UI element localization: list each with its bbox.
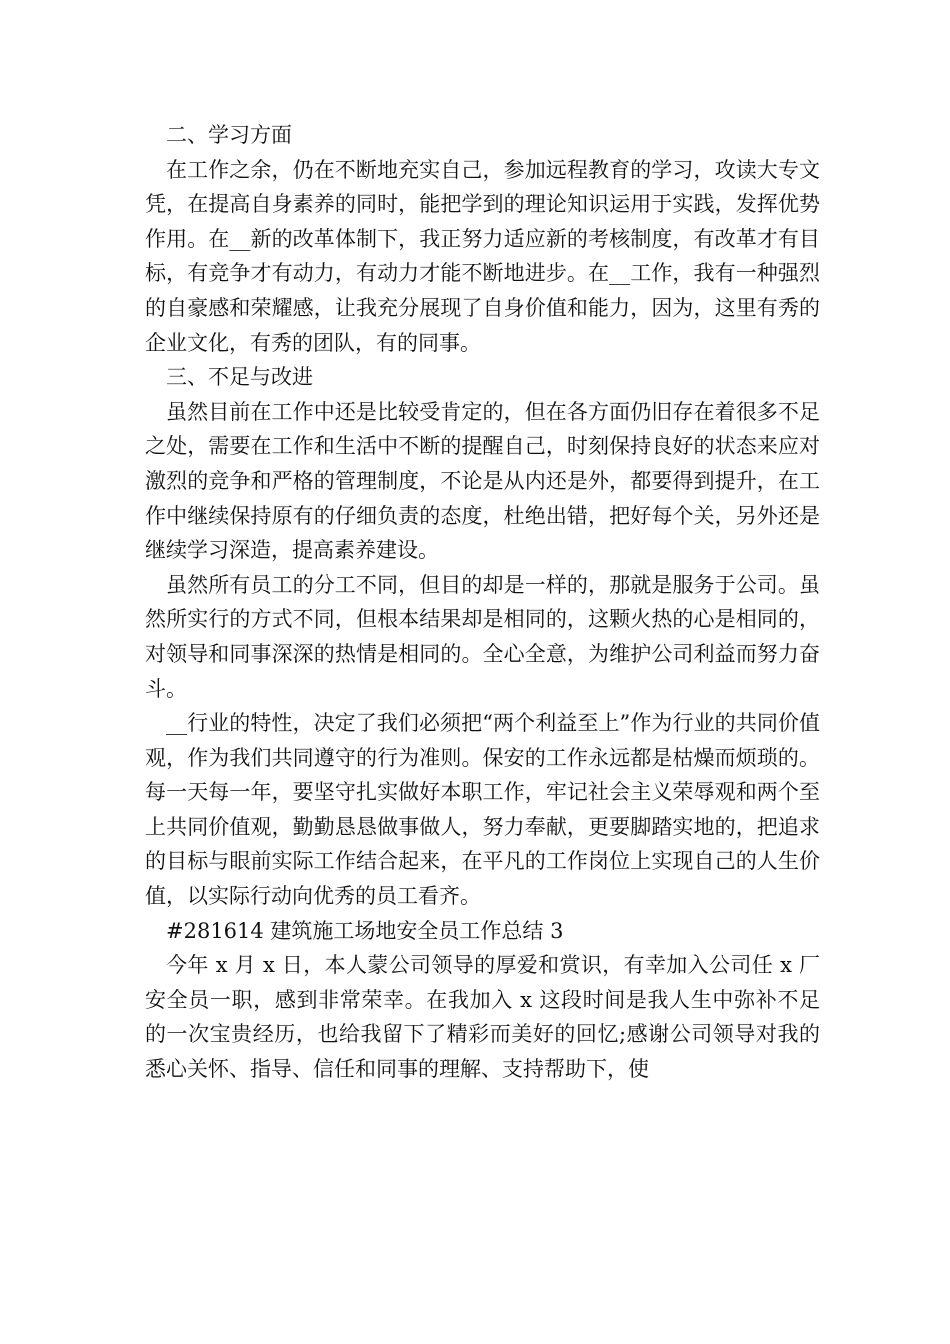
paragraph-team: 虽然所有员工的分工不同，但目的却是一样的，那就是服务于公司。虽然所实行的方式不同，但根本结果却是相同的，这颗火热的心是相同的，对领导和同事深深的热情是相同的。全心全意，为维护公司利益而努力奋斗。 [145,572,820,701]
paragraph-study: 在工作之余，仍在不断地充实自己，参加远程教育的学习，攻读大专文凭，在提高自身素养的同时，能把学到的理论知识运用于实践，发挥优势作用。在__新的改革体制下，我正努力适应新的考核制度，有改革才有目标，有竞争才有动力，有动力才能不断地进步。在__工作，我有一种强烈的自豪感和荣耀感，让我充分展现了自身价值和能力，因为，这里有秀的企业文化，有秀的团队，有的同事。 [145,157,820,355]
paragraph-intro: 今年 x 月 x 日，本人蒙公司领导的厚爱和赏识，有幸加入公司任 x 厂安全员一职，感到非常荣幸。在我加入 x 这段时间是我人生中弥补不足的一次宝贵经历，也给我留下了精彩而美好的回忆;感谢公司领导对我的悉心关怀、指导、信任和同事的理解、支持帮助下，使 [145,953,820,1082]
document-page [145,118,820,1087]
paragraph-industry: __行业的特性，决定了我们必须把“两个利益至上”作为行业的共同价值观，作为我们共同遵守的行为准则。保安的工作永远都是枯燥而烦琐的。每一天每一年，要坚守扎实做好本职工作，牢记社会主义荣辱观和两个至上共同价值观，勤勤恳恳做事做人，努力奉献，更要脚踏实地的，把追求的目标与眼前实际工作结合起来，在平凡的工作岗位上实现自己的人生价值，以实际行动向优秀的员工看齐。 [145,711,820,909]
section-heading-study: 二、学习方面 [166,123,292,147]
section-heading-improvement: 三、不足与改进 [166,365,313,390]
document-title-summary-3: #281614 建筑施工场地安全员工作总结 3 [166,918,564,943]
paragraph-shortcomings: 虽然目前在工作中还是比较受肯定的，但在各方面仍旧存在着很多不足之处，需要在工作和生活中不断的提醒自己，时刻保持良好的状态来应对激烈的竞争和严格的管理制度，不论是从内还是外，都要得到提升，在工作中继续保持原有的仔细负责的态度，杜绝出错，把好每个关，另外还是继续学习深造，提高素养建设。 [145,399,820,563]
